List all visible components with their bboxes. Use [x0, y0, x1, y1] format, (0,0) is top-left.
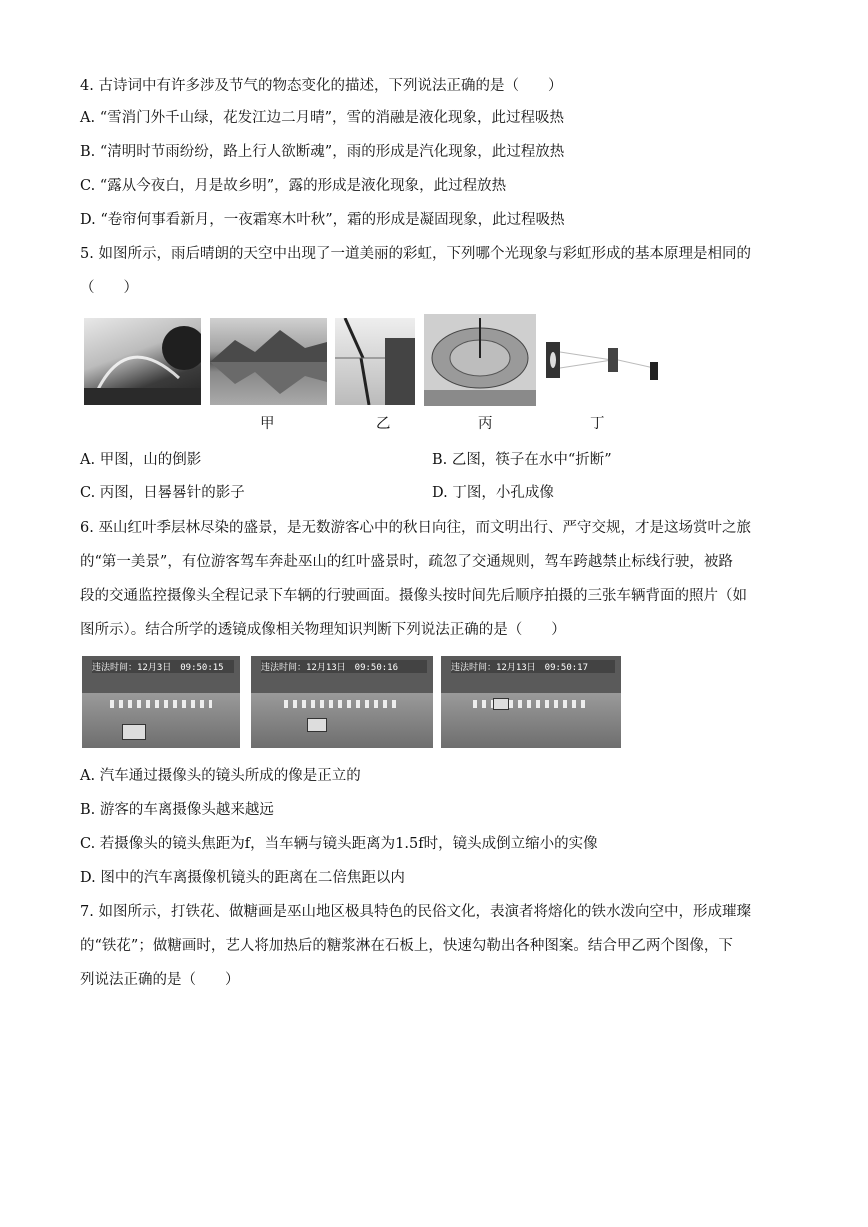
traffic-camera-photo-2 [251, 656, 433, 748]
traffic-camera-photo-3 [441, 656, 621, 748]
pinhole-icon [542, 334, 662, 390]
q6-stem-line1: 6. 巫山红叶季层林尽染的盛景，是无数游客心中的秋日向往，而文明出行、严守交规，才是这场赏叶之旅 [80, 520, 751, 536]
camera-timestamp: 违法时间：12月13日 09:50:16 [261, 660, 427, 673]
rainbow-icon [84, 318, 201, 405]
car [122, 724, 146, 740]
q4-option-b: B. “清明时节雨纷纷，路上行人欲断魂”，雨的形成是汽化现象，此过程放热 [80, 144, 565, 160]
caption-ding: 丁 [590, 416, 605, 432]
q5-option-b: B. 乙图，筷子在水中“折断” [432, 452, 612, 468]
q6-option-a: A. 汽车通过摄像头的镜头所成的像是正立的 [80, 768, 361, 784]
chopsticks-in-water-photo [335, 318, 415, 405]
camera-timestamp: 违法时间：12月13日 09:50:17 [451, 660, 615, 673]
q5-stem-line1: 5. 如图所示，雨后晴朗的天空中出现了一道美丽的彩虹，下列哪个光现象与彩虹形成的基本原理是相同的 [80, 246, 751, 262]
q7-stem-line2: 的“铁花”；做糖画时，艺人将加热后的糖浆淋在石板上，快速勾勒出各种图案。结合甲乙两个图像，下 [80, 938, 733, 954]
car [307, 718, 327, 732]
crosswalk [473, 700, 588, 708]
crosswalk [110, 700, 211, 708]
q6-stem-line3: 段的交通监控摄像头全程记录下车辆的行驶画面。摄像头按时间先后顺序拍摄的三张车辆背面的照片（如 [80, 588, 747, 604]
q7-stem-line1: 7. 如图所示，打铁花、做糖画是巫山地区极具特色的民俗文化，表演者将熔化的铁水泼向空中，形成璀璨 [80, 904, 751, 920]
pinhole-camera-diagram [542, 334, 662, 390]
chopstick-icon [335, 318, 415, 405]
q6-stem-line4: 图所示）。结合所学的透镜成像相关物理知识判断下列说法正确的是（ ） [80, 622, 566, 638]
mountain-reflection-photo [210, 318, 327, 405]
caption-yi: 乙 [376, 416, 391, 432]
sundial-photo [424, 314, 536, 406]
q5-option-d: D. 丁图，小孔成像 [432, 485, 554, 501]
q7-stem-line3: 列说法正确的是（ ） [80, 972, 240, 988]
camera-timestamp: 违法时间：12月3日 09:50:15 [92, 660, 234, 673]
traffic-camera-photo-1 [82, 656, 240, 748]
crosswalk [284, 700, 400, 708]
q4-option-c: C. “露从今夜白，月是故乡明”，露的形成是液化现象，此过程放热 [80, 178, 507, 194]
q4-stem: 4. 古诗词中有许多涉及节气的物态变化的描述，下列说法正确的是（ ） [80, 78, 563, 94]
q5-stem-line2: （ ） [80, 280, 138, 296]
sundial-icon [424, 314, 536, 406]
q4-option-a: A. “雪消门外千山绿，花发江边二月晴”，雪的消融是液化现象，此过程吸热 [80, 110, 565, 126]
caption-bing: 丙 [478, 416, 493, 432]
q6-option-d: D. 图中的汽车离摄像机镜头的距离在二倍焦距以内 [80, 870, 405, 886]
q5-option-a: A. 甲图，山的倒影 [80, 452, 202, 468]
q6-stem-line2: 的“第一美景”，有位游客驾车奔赴巫山的红叶盛景时，疏忽了交通规则，驾车跨越禁止标线行驶，被路 [80, 554, 733, 570]
caption-jia: 甲 [260, 416, 275, 432]
rainbow-photo [84, 318, 201, 405]
car [493, 698, 509, 710]
q6-option-b: B. 游客的车离摄像头越来越远 [80, 802, 274, 818]
q4-option-d: D. “卷帘何事看新月，一夜霜寒木叶秋”，霜的形成是凝固现象，此过程吸热 [80, 212, 565, 228]
mountain-icon [210, 318, 327, 405]
q6-option-c: C. 若摄像头的镜头焦距为f，当车辆与镜头距离为1.5f时，镜头成倒立缩小的实像 [80, 836, 598, 852]
q5-option-c: C. 丙图，日晷晷针的影子 [80, 485, 245, 501]
